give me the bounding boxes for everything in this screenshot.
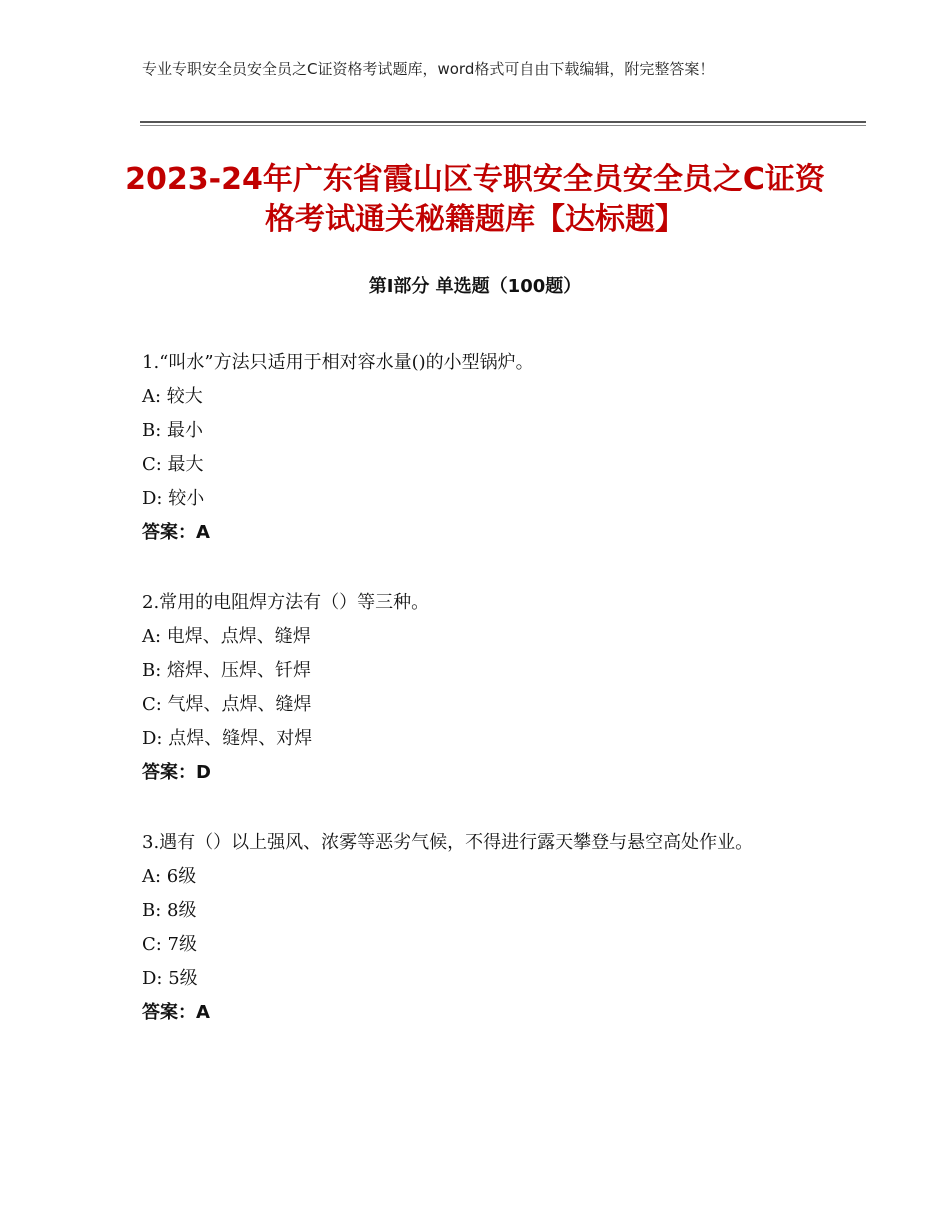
- option-d: D: 5级: [142, 968, 198, 989]
- option-a: A: 电焊、点焊、缝焊: [142, 626, 311, 647]
- option-b: B: 8级: [142, 900, 197, 921]
- question-2: [142, 586, 822, 790]
- option-b: B: 最小: [142, 420, 204, 441]
- question-1: [142, 346, 822, 550]
- header-note: 专业专职安全员安全员之C证资格考试题库，word格式可自由下载编辑，附完整答案！: [142, 60, 715, 78]
- question-stem: 3.遇有（）以上强风、浓雾等恶劣气候，不得进行露天攀登与悬空高处作业。: [142, 832, 754, 853]
- option-b: B: 熔焊、压焊、钎焊: [142, 660, 312, 681]
- question-list: [142, 346, 822, 1066]
- question-stem: 2.常用的电阻焊方法有（）等三种。: [142, 592, 430, 613]
- answer-line: 答案：D: [142, 762, 211, 783]
- section-heading: 第Ⅰ部分 单选题（100题）: [368, 276, 582, 297]
- option-d: D: 点焊、缝焊、对焊: [142, 728, 313, 749]
- answer-line: 答案：A: [142, 1002, 210, 1023]
- answer-line: 答案：A: [142, 522, 210, 543]
- option-a: A: 较大: [142, 386, 203, 407]
- option-a: A: 6级: [142, 866, 197, 887]
- question-3: [142, 826, 822, 1030]
- document-title: 2023-24年广东省霞山区专职安全员安全员之C证资格考试通关秘籍题库【达标题】: [125, 162, 825, 237]
- option-d: D: 较小: [142, 488, 205, 509]
- option-c: C: 最大: [142, 454, 204, 475]
- option-c: C: 气焊、点焊、缝焊: [142, 694, 312, 715]
- header-divider-thin: [140, 125, 866, 126]
- option-c: C: 7级: [142, 934, 198, 955]
- question-stem: 1.“叫水”方法只适用于相对容水量()的小型锅炉。: [142, 352, 534, 373]
- header-divider: [140, 121, 866, 123]
